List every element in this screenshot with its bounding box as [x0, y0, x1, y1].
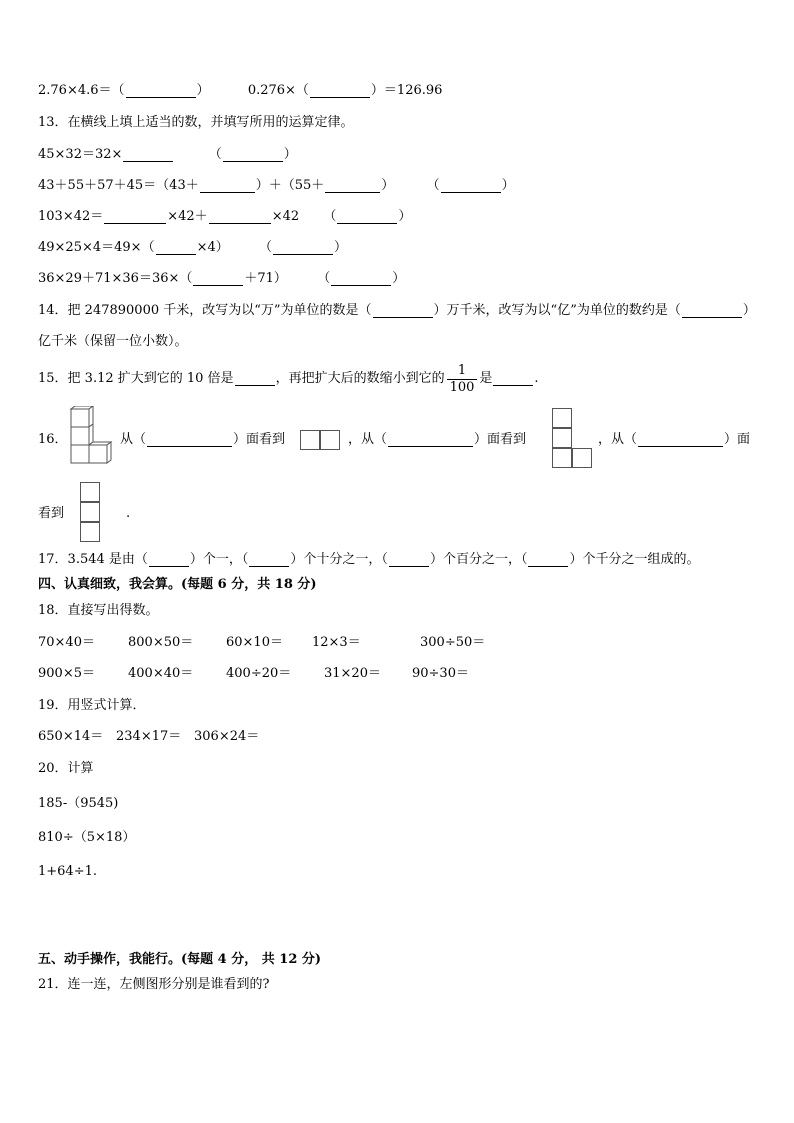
paren: ）	[283, 147, 297, 162]
q20-item: 810÷（5×18）	[38, 830, 136, 845]
q20-item: 1+64÷1.	[38, 864, 98, 879]
q13-row-3	[38, 208, 411, 227]
law-blank[interactable]	[331, 272, 391, 286]
q14-text-a: 14．把 247890000 千米，改写为以“万”为单位的数是（	[38, 303, 372, 318]
q16-line-1	[120, 431, 285, 450]
answer-blank[interactable]	[156, 241, 196, 255]
paren: （	[259, 240, 273, 255]
q16-line-2: 看到	[38, 506, 65, 521]
q17-b: ）个一，（	[189, 552, 249, 567]
answer-blank[interactable]	[638, 433, 723, 447]
q18-item: 12×3＝	[312, 635, 361, 650]
q18-item: 90÷30＝	[412, 666, 469, 681]
q18-item: 800×50＝	[128, 635, 194, 650]
q13-r4-b: ×4）	[196, 240, 229, 255]
section-5-heading: 五、动手操作，我能行。(每题 4 分， 共 12 分)	[38, 952, 322, 967]
q16-see-2: ）面看到	[474, 432, 527, 447]
q17-d: ）个百分之一，（	[429, 552, 528, 567]
q13-r2-a: 43＋55＋57＋45＝（43＋	[38, 178, 199, 193]
q13-r3-b: ×42＋	[167, 209, 208, 224]
answer-blank[interactable]	[235, 372, 275, 386]
q20-item: 185-（9545)	[38, 796, 119, 811]
q12-b-left: 0.276×（	[247, 83, 309, 98]
answer-blank[interactable]	[388, 433, 473, 447]
q13-title: 13．在横线上填上适当的数，并填写所用的运算定律。	[38, 115, 354, 130]
q13-r5-a: 36×29＋71×36＝36×（	[38, 271, 193, 286]
answer-blank[interactable]	[104, 210, 166, 224]
answer-blank[interactable]	[193, 272, 243, 286]
answer-blank[interactable]	[389, 553, 429, 567]
q13-r3-a: 103×42＝	[38, 209, 104, 224]
q16-line-1c	[598, 431, 750, 450]
q19-item: 234×17＝	[116, 729, 182, 744]
paren: （	[323, 209, 337, 224]
law-blank[interactable]	[441, 179, 501, 193]
answer-blank[interactable]	[209, 210, 271, 224]
paren: ）	[501, 178, 515, 193]
paren: ）	[398, 209, 412, 224]
q13-r3-c: ×42	[271, 209, 300, 224]
answer-blank[interactable]	[310, 84, 370, 98]
paren: ）	[392, 271, 406, 286]
q20-title: 20．计算	[38, 761, 94, 776]
q13-r2-c: ）	[381, 178, 395, 193]
q12-b-right: ）＝126.96	[370, 83, 443, 98]
q15-line	[38, 362, 539, 397]
q14-line-2: 亿千米（保留一位小数）。	[38, 334, 188, 349]
fraction-denominator: 100	[449, 379, 475, 395]
answer-blank[interactable]	[528, 553, 568, 567]
q12-a-left: 2.76×4.6＝（	[38, 83, 125, 98]
q16-see-1: ）面看到	[233, 432, 286, 447]
q16-from-3: ，从（	[598, 432, 638, 447]
law-blank[interactable]	[337, 210, 397, 224]
q12-line	[38, 82, 442, 101]
q19-item: 306×24＝	[194, 729, 260, 744]
q18-item: 400×40＝	[128, 666, 194, 681]
q13-r1-text: 45×32＝32×	[38, 147, 123, 162]
q14-line-1	[38, 302, 756, 321]
q14-text-c: ）	[742, 303, 756, 318]
paren: （	[317, 271, 331, 286]
paren: ）	[334, 240, 348, 255]
q21-title: 21．连一连，左侧图形分别是谁看到的?	[38, 977, 270, 992]
q15-text-a: 15．把 3.12 扩大到它的 10 倍是	[38, 371, 234, 386]
q18-item: 70×40＝	[38, 635, 95, 650]
paren: （	[426, 178, 440, 193]
q13-row-5	[38, 270, 405, 289]
answer-blank[interactable]	[147, 433, 232, 447]
answer-blank[interactable]	[249, 553, 289, 567]
q19-item: 650×14＝	[38, 729, 104, 744]
q17-c: ）个十分之一，（	[290, 552, 388, 567]
q16-label: 16．	[38, 432, 68, 447]
q16-line-1b	[348, 431, 526, 450]
q15-text-b: ，再把扩大后的数缩小到它的	[275, 371, 445, 386]
q17-a: 17．3.544 是由（	[38, 552, 148, 567]
answer-blank[interactable]	[123, 148, 173, 162]
answer-blank[interactable]	[149, 553, 189, 567]
q18-item: 300÷50＝	[420, 635, 486, 650]
q18-title: 18．直接写出得数。	[38, 603, 159, 618]
answer-blank[interactable]	[373, 304, 433, 318]
law-blank[interactable]	[273, 241, 333, 255]
q18-item: 60×10＝	[226, 635, 283, 650]
q18-item: 31×20＝	[324, 666, 381, 681]
q14-text-b: ）万千米，改写为以“亿”为单位的数约是（	[433, 303, 681, 318]
q18-item: 900×5＝	[38, 666, 95, 681]
q17-line	[38, 551, 699, 570]
q19-title: 19．用竖式计算．	[38, 698, 146, 713]
answer-blank[interactable]	[325, 179, 380, 193]
q15-text-c: 是	[479, 371, 493, 386]
answer-blank[interactable]	[682, 304, 742, 318]
q13-r2-b: ）＋（55＋	[255, 178, 325, 193]
q13-row-2	[38, 177, 515, 196]
q15-text-d: .	[534, 371, 539, 386]
q13-row-1	[38, 146, 297, 165]
answer-blank[interactable]	[200, 179, 255, 193]
q17-e: ）个千分之一组成的。	[569, 552, 700, 567]
q13-r4-a: 49×25×4＝49×（	[38, 240, 155, 255]
q16-end: .	[126, 506, 131, 521]
law-blank[interactable]	[223, 148, 283, 162]
cube-stack-figure	[64, 406, 116, 474]
fraction-numerator: 1	[447, 363, 478, 380]
q18-item: 400÷20＝	[226, 666, 292, 681]
q16-see-3: ）面	[724, 432, 751, 447]
q16-from-1: 从（	[120, 432, 147, 447]
cube-stack-svg	[64, 406, 116, 474]
q16-from-2: ，从（	[348, 432, 388, 447]
q13-row-4	[38, 239, 347, 258]
paren: （	[208, 147, 222, 162]
answer-blank[interactable]	[493, 372, 533, 386]
answer-blank[interactable]	[126, 84, 196, 98]
fraction-one-hundredth	[447, 363, 478, 396]
q13-r5-b: ＋71）	[244, 271, 287, 286]
section-4-heading: 四、认真细致，我会算。(每题 6 分，共 18 分)	[38, 577, 317, 592]
q12-a-right: ）	[196, 83, 210, 98]
